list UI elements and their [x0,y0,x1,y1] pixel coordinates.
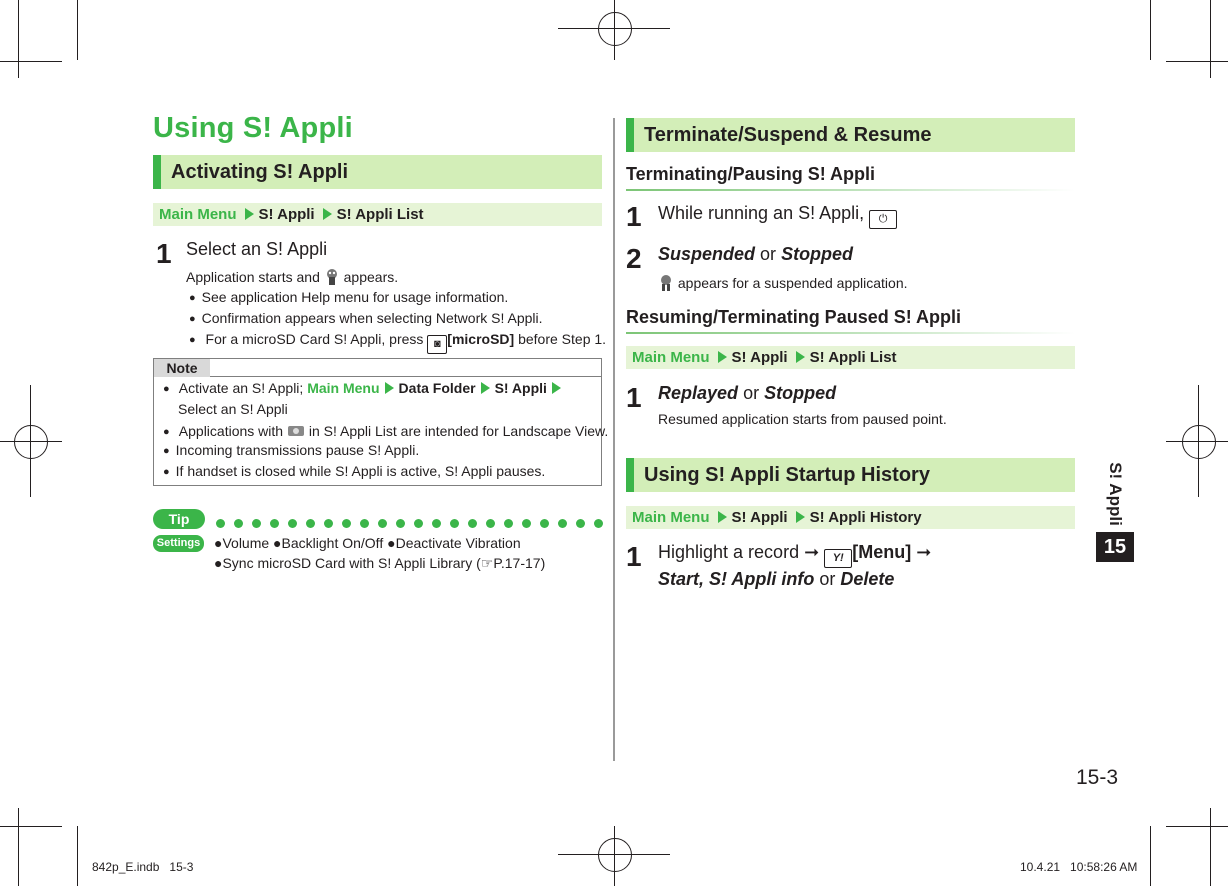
note-item: ● Incoming transmissions pause S! Appli. [163,442,419,458]
subheading-rule [626,332,1075,334]
note-data-folder: Data Folder [398,380,476,396]
step-number: 1 [156,238,172,269]
key-label: [microSD] [447,331,515,347]
tip-settings-line-1: ●Volume ●Backlight On/Off ●Deactivate Vibration [214,535,521,551]
step-description [186,268,398,286]
section-title-activating [153,155,602,189]
tip-setting: Volume [222,535,270,551]
tip-dotted-rule [216,515,611,533]
key-label: [Menu] [852,542,912,562]
arrow-right-icon [718,351,727,363]
footer-timestamp: 10.4.21 10:58:26 AM [1020,860,1138,874]
step-text-main: Highlight a record [658,542,800,562]
note-item [163,380,566,396]
settings-badge-text: Settings [156,537,201,549]
bullet-text: before Step 1. [518,331,607,347]
step-number: 1 [626,201,642,232]
landscape-appli-icon [287,422,305,440]
note-item-cont: Select an S! Appli [178,401,288,417]
column-divider [613,118,615,761]
tip-label-text: Tip [168,511,190,527]
arrow-right-icon [481,382,490,394]
step-number: 1 [626,382,642,413]
note-text: in S! Appli List are intended for Landscape View. [308,423,609,439]
subheading-resuming: Resuming/Terminating Paused S! Appli [626,307,962,327]
tip-setting: Deactivate Vibration [395,535,521,551]
section-title-text: Using S! Appli Startup History [644,464,930,486]
tip-settings-line-2: ●Sync microSD Card with S! Appli Library (☞P.17-17) [214,555,546,571]
option-delete: Delete [840,569,895,589]
option-stopped: Stopped [781,244,854,264]
step-number: 1 [626,541,642,572]
camera-key-icon: ◙ [427,335,447,354]
note-item [163,422,608,440]
bullet-item: ● Confirmation appears when selecting Network S! Appli. [189,310,543,326]
option-suspended: Suspended [658,244,756,264]
section-title-text: Activating S! Appli [171,161,349,183]
desc-text: appears. [343,269,399,285]
chapter-tab-title [1097,456,1133,532]
subheading-terminating: Terminating/Pausing S! Appli [626,164,876,184]
page-reference: P.17-17) [493,555,546,571]
arrow-right-icon [796,511,805,523]
appli-suspended-icon [658,274,674,292]
or-text: or [743,383,760,403]
chapter-number: 15 [1103,536,1127,558]
note-label-rule [210,376,601,377]
bullet-text: For a microSD Card S! Appli, press [205,331,424,347]
footer-file: 842p_E.indb 15-3 [92,860,194,874]
step-description: Resumed application starts from paused point. [658,411,947,427]
page-title: Using S! Appli [153,112,353,144]
section-title-terminate [626,118,1075,152]
option-replayed: Replayed [658,383,739,403]
chapter-title: S! Appli [1106,462,1125,526]
arrow-right-icon [323,208,332,220]
path-main-menu: Main Menu [632,349,710,366]
arrow-icon: ➞ [916,542,932,562]
note-text: Activate an S! Appli; [178,380,304,396]
path-item-1: S! Appli [731,509,788,526]
chapter-number-badge [1096,532,1134,562]
step-text-cont [658,569,894,590]
note-label: Note [154,359,210,377]
path-main-menu: Main Menu [632,509,710,526]
appli-running-icon [324,268,340,286]
arrow-right-icon [718,511,727,523]
arrow-right-icon [796,351,805,363]
option-stopped: Stopped [764,383,837,403]
path-item-2: S! Appli History [809,509,922,526]
step-text [658,203,897,229]
tip-setting: Sync microSD Card with S! Appli Library ( [222,555,481,571]
desc-text: Application starts and [186,269,320,285]
menu-path [626,346,1075,369]
page-number: 15-3 [1076,766,1119,789]
or-text: or [760,244,777,264]
or-text: or [819,569,836,589]
arrow-right-icon [552,382,561,394]
path-main-menu: Main Menu [159,206,237,223]
subheading-rule [626,189,1075,191]
bullet-item: ● See application Help menu for usage information. [189,289,508,305]
path-item-2: S! Appli List [809,349,897,366]
note-text: Applications with [178,423,284,439]
menu-path [153,203,602,226]
path-item-1: S! Appli [258,206,315,223]
tip-setting: Backlight On/Off [281,535,384,551]
end-key-icon: ⏻ [869,210,897,229]
arrow-icon: ➞ [804,542,820,562]
arrow-right-icon [245,208,254,220]
tip-label [153,509,205,529]
desc-text: appears for a suspended application. [677,275,908,291]
yahoo-key-icon: Y! [824,549,852,568]
step-text [658,244,853,265]
note-main-menu: Main Menu [307,380,380,396]
path-item-1: S! Appli [731,349,788,366]
step-description [658,274,908,292]
menu-path [626,506,1075,529]
option-start-info: Start, S! Appli info [658,569,815,589]
step-text-main: While running an S! Appli, [658,203,865,223]
section-title-text: Terminate/Suspend & Resume [644,124,932,146]
path-item-2: S! Appli List [336,206,424,223]
bullet-item [189,331,606,354]
settings-badge [153,535,204,552]
step-title: Select an S! Appli [186,239,328,259]
note-item: ● If handset is closed while S! Appli is active, S! Appli pauses. [163,463,545,479]
arrow-right-icon [385,382,394,394]
section-title-history [626,458,1075,492]
step-text [658,383,836,404]
step-text [658,542,931,568]
step-number: 2 [626,243,642,274]
note-sappli: S! Appli [494,380,547,396]
page-reference-icon: ☞ [480,555,494,571]
